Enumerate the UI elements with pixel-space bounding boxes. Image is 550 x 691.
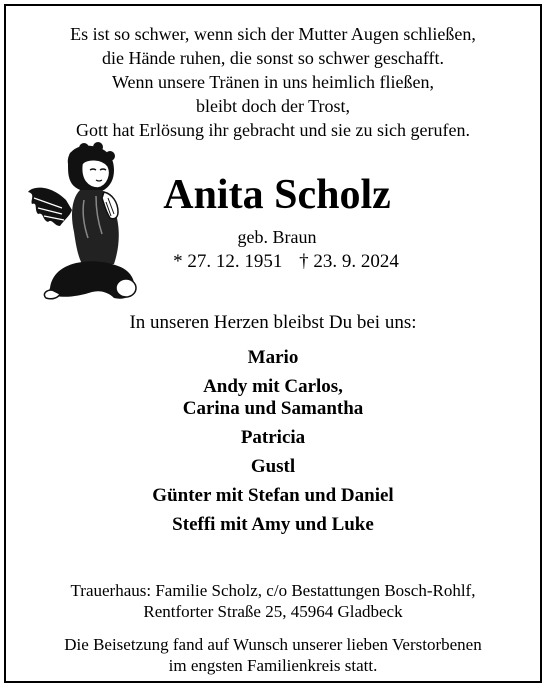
family-entry	[6, 514, 540, 536]
family-entry	[6, 427, 540, 449]
family-name: Patricia	[240, 427, 306, 448]
family-list	[6, 347, 540, 543]
poem-line: Es ist so schwer, wenn sich der Mutter Augen schließen,	[70, 24, 476, 44]
poem-line: die Hände ruhen, die sonst so schwer geschafft.	[101, 48, 445, 68]
burial-line: im engsten Familienkreis statt.	[168, 656, 378, 675]
remembrance-line: In unseren Herzen bleibst Du bei uns:	[129, 312, 417, 333]
praying-angel-icon	[22, 142, 140, 302]
family-entry	[6, 456, 540, 478]
address-line: Trauerhaus: Familie Scholz, c/o Bestattungen Bosch-Rohlf,	[70, 581, 476, 600]
burial-note	[6, 634, 540, 676]
family-entry	[6, 376, 540, 420]
poem-line: Gott hat Erlösung ihr gebracht und sie zu sich gerufen.	[76, 120, 470, 140]
birth-name: geb. Braun	[237, 227, 317, 247]
family-name: Carina und Samantha	[182, 398, 364, 419]
birth-date: * 27. 12. 1951	[173, 251, 283, 272]
family-name: Mario	[247, 347, 299, 368]
address-line: Rentforter Straße 25, 45964 Gladbeck	[143, 602, 403, 621]
family-name: Günter mit Stefan und Daniel	[152, 485, 394, 506]
deceased-name: Anita Scholz	[163, 172, 391, 218]
poem-line: bleibt doch der Trost,	[195, 96, 350, 116]
family-name: Steffi mit Amy und Luke	[172, 514, 374, 535]
family-entry	[6, 485, 540, 507]
poem	[6, 22, 540, 142]
family-name: Gustl	[250, 456, 296, 477]
death-date: † 23. 9. 2024	[299, 251, 399, 272]
burial-line: Die Beisetzung fand auf Wunsch unserer lieben Verstorbenen	[64, 635, 482, 654]
life-dates	[152, 249, 420, 275]
family-name: Andy mit Carlos,	[203, 376, 343, 397]
obituary-card	[4, 4, 542, 683]
family-entry	[6, 347, 540, 369]
poem-line: Wenn unsere Tränen in uns heimlich fließen,	[112, 72, 434, 92]
mourning-house	[6, 580, 540, 622]
